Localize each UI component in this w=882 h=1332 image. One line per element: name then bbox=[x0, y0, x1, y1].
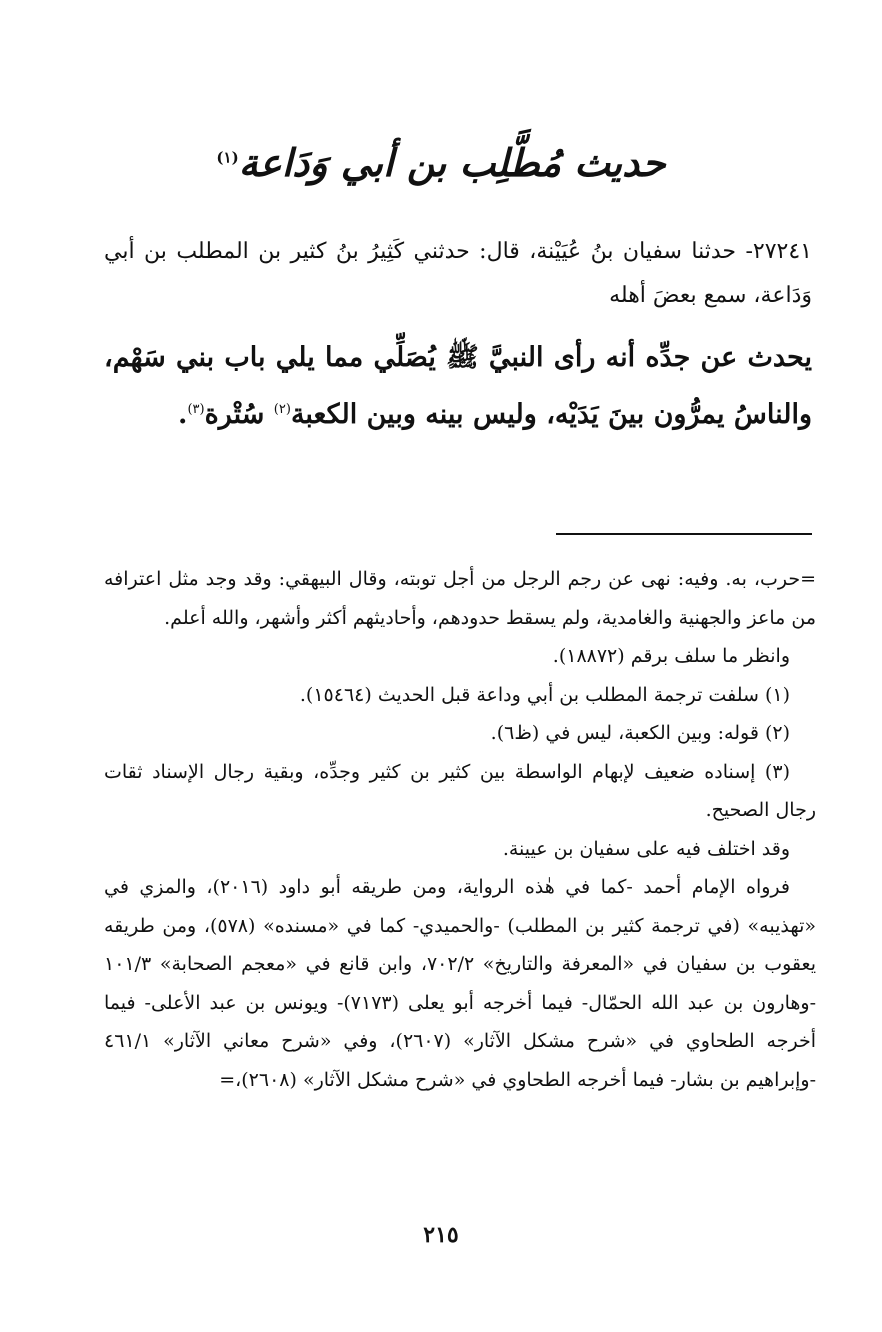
chapter-title-text: حديث مُطَّلِب بن أبي وَدَاعة bbox=[238, 140, 666, 185]
footnotes bbox=[104, 560, 816, 1099]
page-number: ٢١٥ bbox=[423, 1222, 459, 1248]
footnote-ref-2: (٢) bbox=[273, 402, 291, 417]
footnote-ref-3: (٣) bbox=[187, 402, 205, 417]
title-footnote-ref: (١) bbox=[216, 148, 239, 167]
footnote-paragraph: وقد اختلف فيه على سفيان بن عيينة. bbox=[502, 837, 790, 860]
hadith-matn-end: . bbox=[178, 399, 188, 430]
footnote-paragraph: وانظر ما سلف برقم (١٨٨٧٢). bbox=[552, 645, 790, 667]
hadith-matn bbox=[104, 332, 812, 441]
hadith-matn-text-2: سُتْرة bbox=[204, 399, 274, 430]
footnote-separator bbox=[556, 533, 812, 535]
chapter-title bbox=[0, 140, 882, 185]
footnote-3: (٣) إسناده ضعيف لإبهام الواسطة بين كثير بن كثير وجدِّه، وبقية رجال الإسناد ثقات رجال الصحيح. bbox=[104, 760, 816, 821]
footnote-paragraph: =حرب، به. وفيه: نهى عن رجم الرجل من أجل توبته، وقال البيهقي: وقد وجد مثل اعترافه من ماعز والجهنية والغامدية، ولم يسقط حدودهم، وأحاديثهم أكثر وأشهر، والله أعلم. bbox=[104, 568, 816, 629]
footnote-paragraph: فرواه الإمام أحمد -كما في هٰذه الرواية، ومن طريقه أبو داود (٢٠١٦)، والمزي في «تهذيبه» (في ترجمة كثير بن المطلب) -والحميدي- كما في «مسنده» (٥٧٨)، ومن طريقه يعقوب بن سفيان في «المعرفة والتاريخ» ٧٠٢/٢، وابن قانع في «معجم الصحابة» ١٠١/٣ -وهارون بن عبد الله الحمّال- فيما أخرجه أبو يعلى (٧١٧٣)- ويونس بن عبد الأعلى- فيما أخرجه الطحاوي في «شرح مشكل الآثار» (٢٦٠٧)، وفي «شرح معاني الآثار» ٤٦١/١ -وإبراهيم بن بشار- فيما أخرجه الطحاوي في «شرح مشكل الآثار» (٢٦٠٨)،= bbox=[104, 876, 817, 1091]
footnote-1: (١) سلفت ترجمة المطلب بن أبي وداعة قبل الحديث (١٥٤٦٤). bbox=[299, 683, 790, 706]
hadith-isnad: ٢٧٢٤١- حدثنا سفيان بنُ عُيَيْنة، قال: حدثني كَثِيرُ بنُ كثير بن المطلب بن أبي وَدَاعة، سمع بعضَ أهله bbox=[104, 239, 812, 308]
hadith-matn-text: يحدث عن جدِّه أنه رأى النبيَّ ﷺ يُصَلِّي مما يلي باب بني سَهْم، والناسُ يمرُّون بينَ يَدَيْه، وليس بينه وبين الكعبة bbox=[104, 342, 812, 430]
footnote-2: (٢) قوله: وبين الكعبة، ليس في (ظ٦). bbox=[490, 722, 790, 744]
